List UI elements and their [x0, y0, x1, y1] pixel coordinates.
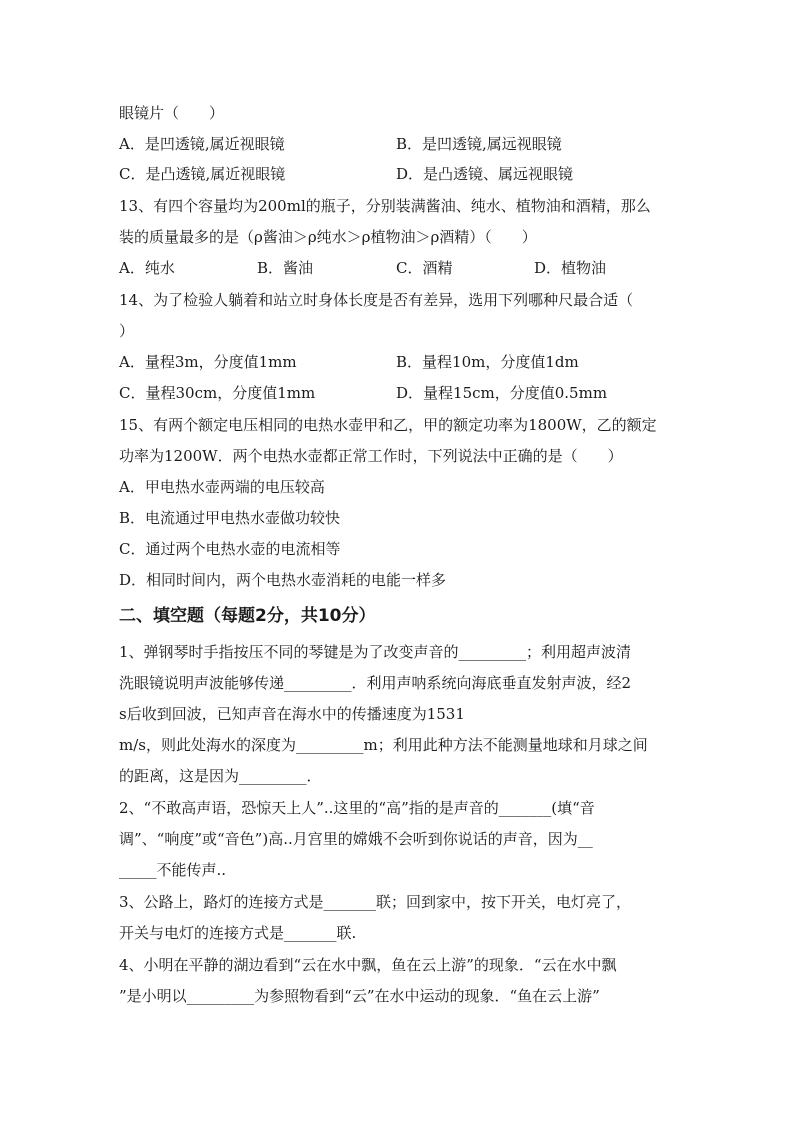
q12-option-c: C．是凸透镜,属近视眼镜: [119, 165, 286, 183]
q13-option-c: C．酒精: [396, 259, 453, 277]
question-13-line-1: 13、有四个容量均为200ml的瓶子，分别装满酱油、纯水、植物油和酒精，那么: [119, 197, 651, 215]
fill-question-1-line-2: 洗眼镜说明声波能够传递_________．利用声呐系统向海底垂直发射声波，经2: [119, 674, 632, 692]
q13-option-a: A．纯水: [119, 259, 175, 277]
q14-option-d: D．量程15cm，分度值0.5mm: [396, 384, 608, 402]
fill-question-1-line-1: 1、弹钢琴时手指按压不同的琴键是为了改变声音的_________；利用超声波清: [119, 643, 632, 661]
fill-question-4-line-2: ”是小明以_________为参照物看到“云”在水中运动的现象．“鱼在云上游”: [119, 987, 600, 1005]
fill-question-1-line-3: s后收到回波，已知声音在海水中的传播速度为1531: [119, 705, 465, 723]
fill-question-4-line-1: 4、小明在平静的湖边看到“云在水中飘，鱼在云上游”的现象．“云在水中飘: [119, 956, 617, 974]
q14-option-c: C．量程30cm，分度值1mm: [119, 384, 316, 402]
fill-question-2-line-3: _____不能传声..: [119, 861, 227, 879]
q14-option-b: B．量程10m，分度值1dm: [396, 353, 579, 371]
question-12-continued: 眼镜片（ ）: [119, 104, 225, 122]
question-13-line-2: 装的质量最多的是（ρ酱油＞ρ纯水＞ρ植物油＞ρ酒精）（ ）: [119, 228, 537, 246]
q15-option-b: B．电流通过甲电热水壶做功较快: [119, 509, 341, 527]
question-14-line-1: 14、为了检验人躺着和站立时身体长度是否有差异，选用下列哪种尺最合适（: [119, 291, 634, 309]
fill-question-1-line-5: 的距离，这是因为_________．: [119, 767, 322, 785]
q15-option-d: D．相同时间内，两个电热水壶消耗的电能一样多: [119, 571, 447, 589]
q13-option-d: D．植物油: [534, 259, 607, 277]
q12-option-d: D．是凸透镜、属远视眼镜: [396, 165, 574, 183]
fill-question-2-line-2: 调”、“响度”或“音色”)高..月宫里的嫦娥不会听到你说话的声音，因为__: [119, 830, 593, 848]
q14-option-a: A．量程3m，分度值1mm: [119, 353, 297, 371]
question-15-line-2: 功率为1200W．两个电热水壶都正常工作时，下列说法中正确的是（ ）: [119, 447, 623, 465]
fill-question-3-line-1: 3、公路上，路灯的连接方式是_______联；回到家中，按下开关，电灯亮了，: [119, 893, 632, 911]
fill-question-3-line-2: 开关与电灯的连接方式是_______联.: [119, 924, 357, 942]
fill-question-1-line-4: m/s，则此处海水的深度为_________m；利用此种方法不能测量地球和月球之间: [119, 736, 648, 754]
fill-question-2-line-1: 2、“不敢高声语，恐惊天上人”..这里的“高”指的是声音的_______(填“音: [119, 799, 595, 817]
section-heading-fill-in: 二、填空题（每题2分，共10分）: [119, 606, 376, 626]
question-15-line-1: 15、有两个额定电压相同的电热水壶甲和乙，甲的额定功率为1800W，乙的额定: [119, 416, 657, 434]
q12-option-a: A．是凹透镜,属近视眼镜: [119, 135, 285, 153]
question-14-line-2: ）: [119, 322, 135, 340]
q15-option-c: C．通过两个电热水壶的电流相等: [119, 540, 341, 558]
q13-option-b: B．酱油: [257, 259, 314, 277]
q12-option-b: B．是凹透镜,属远视眼镜: [396, 135, 562, 153]
q15-option-a: A．甲电热水壶两端的电压较高: [119, 478, 325, 496]
